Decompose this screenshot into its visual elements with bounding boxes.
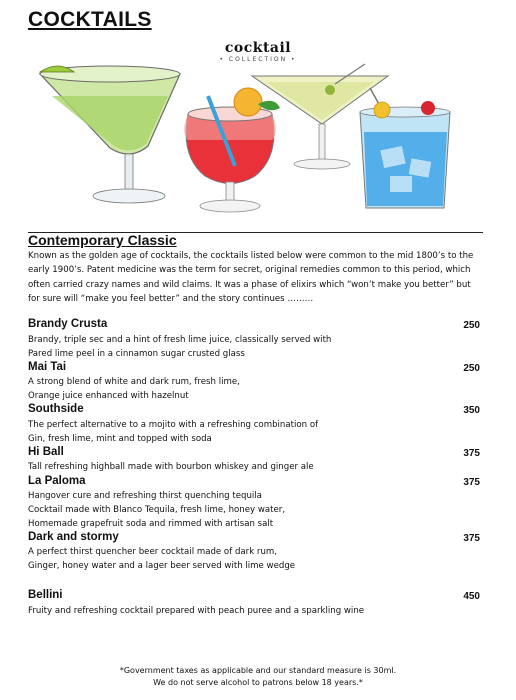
item-description: Hangover cure and refreshing thirst quenching tequila Cocktail made with Blanco Tequila, fresh lime, honey water, Homemade grapefruit soda and rimmed with artisan salt — [28, 491, 286, 529]
item-name: La Paloma — [28, 475, 86, 487]
footer-note: *Government taxes as applicable and our standard measure is 30ml. We do not serve alcohol to patrons below 18 years.* — [119, 666, 397, 687]
logo-subtitle: • COLLECTION • — [219, 56, 297, 63]
item-description: The perfect alternative to a mojito with a refreshing combination of Gin, fresh lime, mint and topped with soda — [28, 420, 319, 444]
item-description: A strong blend of white and dark rum, fresh lime, Orange juice enhanced with hazelnut — [28, 377, 240, 401]
item-description: Fruity and refreshing cocktail prepared with peach puree and a sparkling wine — [28, 606, 365, 616]
item-price: 375 — [463, 448, 480, 459]
item-name: Brandy Crusta — [28, 318, 108, 330]
item-price: 250 — [463, 363, 480, 374]
item-price: 350 — [463, 405, 480, 416]
item-name: Hi Ball — [28, 446, 64, 458]
item-description: Tall refreshing highball made with bourbon whiskey and ginger ale — [28, 462, 314, 472]
logo-title: cocktail — [224, 40, 292, 56]
item-name: Mai Tai — [28, 361, 67, 373]
item-description: A perfect thirst quencher beer cocktail made of dark rum, Ginger, honey water and a lager beer served with lime wedge — [28, 547, 296, 571]
page-title: COCKTAILS — [28, 8, 152, 31]
blue-cocktail-icon — [360, 88, 450, 208]
item-price: 375 — [463, 533, 480, 544]
section-intro: Known as the golden age of cocktails, the cocktails listed below were common to the mid 1800’s to the early 1900’s. Patent medicine was the term for secret, original remedies common to this period, which often carried crazy names and wild claims. It was a phase of elixirs which “won’t make you better” but for sure will “make you feel better” and the story continues ……… — [28, 251, 474, 304]
cocktails-illustration — [30, 36, 486, 218]
section-title: Contemporary Classic — [28, 232, 177, 248]
item-name: Dark and stormy — [28, 531, 119, 543]
red-cocktail-icon — [184, 88, 280, 212]
item-description: Brandy, triple sec and a hint of fresh lime juice, classically served with Pared lime peel in a cinnamon sugar crusted glass — [28, 335, 332, 359]
item-price: 450 — [463, 591, 480, 602]
item-price: 375 — [463, 477, 480, 488]
item-name: Bellini — [28, 589, 63, 601]
item-price: 250 — [463, 320, 480, 331]
item-name: Southside — [28, 403, 84, 415]
margarita-glass-icon — [40, 66, 180, 203]
